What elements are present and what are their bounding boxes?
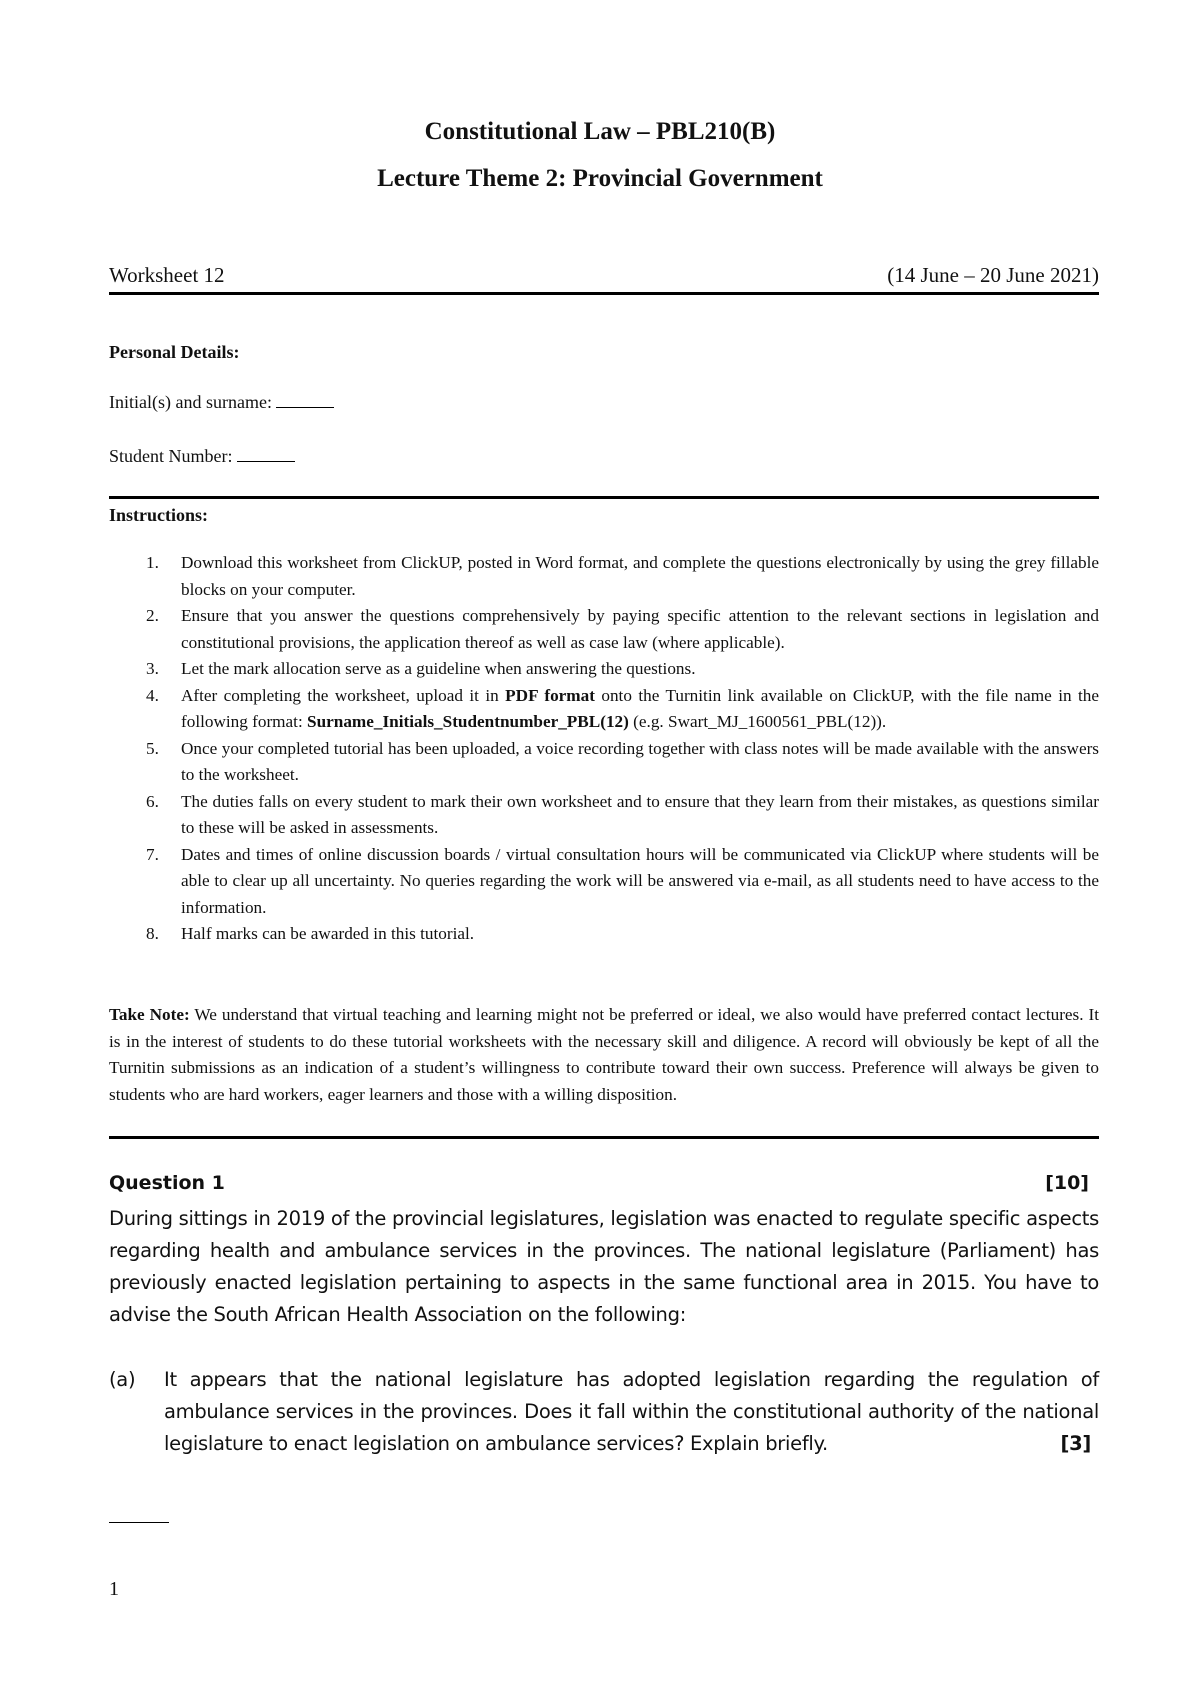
worksheet-dates: (14 June – 20 June 2021) xyxy=(887,263,1099,287)
question-1a-text: It appears that the national legislature has adopted legislation regarding the regulation of ambulance services in the provinces. Does it fall within the constitutional authority of the national legislature to enact legislation on ambulance services? Explain briefly. xyxy=(164,1368,1099,1455)
instruction-item: 5. Once your completed tutorial has been uploaded, a voice recording together with class notes will be made available with the answers to the worksheet. xyxy=(146,738,1099,784)
take-note-paragraph xyxy=(109,1002,1099,1108)
student-number-input[interactable] xyxy=(237,446,295,462)
instructions-top-divider xyxy=(109,496,1099,499)
worksheet-label: Worksheet 12 xyxy=(109,263,225,287)
page-number: 1 xyxy=(109,1578,119,1600)
instruction-item: 7. Dates and times of online discussion boards / virtual consultation hours will be communicated via ClickUP where students will be able to clear up all uncertainty. No queries regarding the work will be answered via e-mail, as all students need to have access to the information. xyxy=(146,844,1099,917)
question-1a-marks: [3] xyxy=(1060,1432,1091,1455)
footnote-separator xyxy=(109,1522,169,1523)
instruction-item: 1. Download this worksheet from ClickUP, posted in Word format, and complete the questions electronically by using the grey fillable blocks on your computer. xyxy=(146,553,1099,599)
instructions-bottom-divider xyxy=(109,1136,1099,1139)
personal-details-heading: Personal Details: xyxy=(109,342,240,362)
instructions-list xyxy=(109,550,1099,948)
student-number-label: Student Number: xyxy=(109,446,233,466)
question-1-heading-row xyxy=(109,1172,1089,1194)
instruction-item: 4. After completing the worksheet, upload it in PDF format onto the Turnitin link available on ClickUP, with the file name in the following format: Surname_Initials_Studentnumber_PBL(12) (e.g. Swart_MJ_1600561_PBL(12)). xyxy=(146,685,1099,731)
take-note-text: We understand that virtual teaching and learning might not be preferred or ideal, we also would have preferred contact lectures. It is in the interest of students to do these tutorial worksheets with the necessary skill and diligence. A record will obviously be kept of all the Turnitin submissions as an indication of a student’s willingness to contribute toward their own success. Preference will always be given to students who are hard workers, eager learners and those with a willing disposition. xyxy=(109,1005,1100,1104)
take-note-label: Take Note: xyxy=(109,1005,190,1024)
name-field-label: Initial(s) and surname: xyxy=(109,392,272,412)
question-1-heading: Question 1 xyxy=(109,1172,225,1194)
question-1a xyxy=(109,1364,1099,1460)
instruction-item: 6. The duties falls on every student to mark their own worksheet and to ensure that they learn from their mistakes, as questions similar to these will be asked in assessments. xyxy=(146,791,1099,837)
worksheet-row xyxy=(109,263,1099,293)
instruction-item: 2. Ensure that you answer the questions comprehensively by paying specific attention to the relevant sections in legislation and constitutional provisions, the application thereof as well as case law (where applicable). xyxy=(146,606,1099,652)
header-divider xyxy=(109,292,1099,295)
lecture-theme-title: Lecture Theme 2: Provincial Government xyxy=(377,165,823,192)
name-field-input[interactable] xyxy=(276,392,334,408)
question-1-body: During sittings in 2019 of the provincial legislatures, legislation was enacted to regulate specific aspects regarding health and ambulance services in the provinces. The national legislature (Parliament) has previously enacted legislation pertaining to aspects in the same functional area in 2015. You have to advise the South African Health Association on the following: xyxy=(109,1207,1099,1326)
instruction-item: 8. Half marks can be awarded in this tutorial. xyxy=(146,924,475,943)
course-title: Constitutional Law – PBL210(B) xyxy=(424,118,776,145)
student-number-row xyxy=(109,446,295,467)
question-1a-label: (a) xyxy=(109,1368,136,1391)
filename-format-emphasis: Surname_Initials_Studentnumber_PBL(12) xyxy=(307,712,629,731)
instruction-item: 3. Let the mark allocation serve as a guideline when answering the questions. xyxy=(146,659,696,678)
pdf-format-emphasis: PDF format xyxy=(505,685,595,705)
instructions-heading: Instructions: xyxy=(109,505,209,525)
question-1-marks: [10] xyxy=(1045,1172,1089,1194)
name-field-row xyxy=(109,392,334,413)
